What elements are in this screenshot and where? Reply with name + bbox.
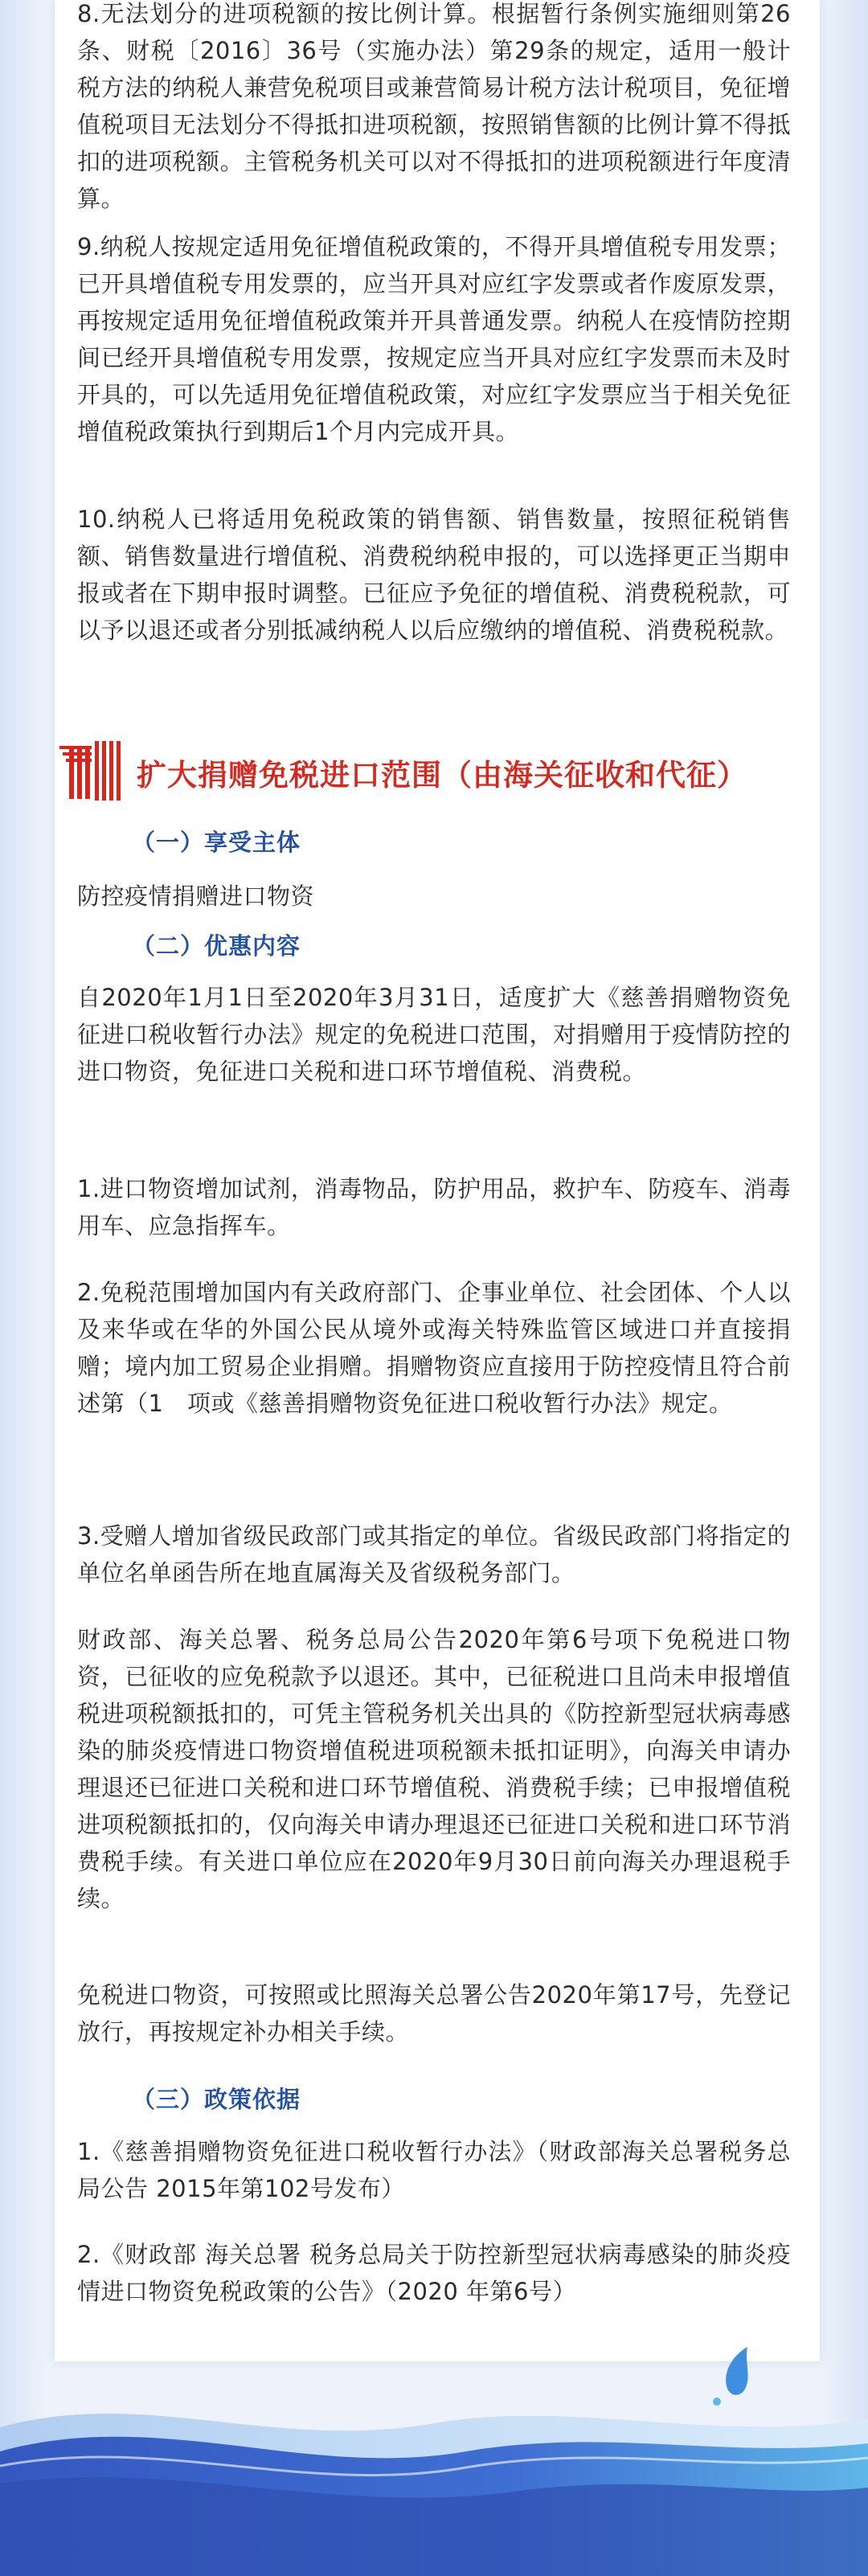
basis-item-1: 1.《慈善捐赠物资免征进口税收暂行办法》（财政部海关总署税务总局公告 2015年第102号发布） <box>77 2138 791 2202</box>
subheading-basis: （三）政策依据 <box>132 2086 301 2113</box>
section-title: 扩大捐赠免税进口范围（由海关征收和代征） <box>137 758 747 792</box>
basis-item-2: 2.《财政部 海关总署 税务总局关于防控新型冠状病毒感染的肺炎疫情进口物资免税政策的公告》（2020 年第6号） <box>77 2241 791 2305</box>
wave-droplet-icon <box>713 2347 748 2406</box>
paragraph-9: 9.纳税人按规定适用免征增值税政策的，不得开具增值税专用发票；已开具增值税专用发票的，应当开具对应红字发票或者作废原发票，再按规定适用免征增值税政策并开具普通发票。纳税人在疫情防控期间已经开具增值税专用发票，按规定应当开具对应红字发票而未及时开具的，可以先适用免征增值税政策，对应红字发票应当于相关免征增值税政策执行到期后1个月内完成开具。 <box>77 233 791 445</box>
benefit-item-3: 3.受赠人增加省级民政部门或其指定的单位。省级民政部门将指定的单位名单函告所在地直属海关及省级税务部门。 <box>77 1522 791 1587</box>
refund-paragraph: 财政部、海关总署、税务总局公告2020年第6号项下免税进口物资，已征收的应免税款予以退还。其中，已征税进口且尚未申报增值税进项税额抵扣的，可凭主管税务机关出具的《防控新型冠状病毒感染的肺炎疫情进口物资增值税进项税额未抵扣证明》，向海关申请办理退还已征进口关税和进口环节增值税、消费税手续；已申报增值税进项税额抵扣的，仅向海关申请办理退还已征进口关税和进口环节消费税手续。有关进口单位应在2020年9月30日前向海关办理退税手续。 <box>77 1626 791 1912</box>
stripe-bracket-icon <box>58 733 130 805</box>
paragraph-10: 10.纳税人已将适用免税政策的销售额、销售数量，按照征税销售额、销售数量进行增值税、消费税纳税申报的，可以选择更正当期申报或者在下期申报时调整。已征应予免征的增值税、消费税税款，可以予以退还或者分别抵减纳税人以后应缴纳的增值税、消费税税款。 <box>77 506 791 644</box>
release-paragraph: 免税进口物资，可按照或比照海关总署公告2020年第17号，先登记放行，再按规定补办相关手续。 <box>77 1981 791 2046</box>
benefit-item-1: 1.进口物资增加试剂，消毒物品，防护用品，救护车、防疫车、消毒用车、应急指挥车。 <box>77 1175 791 1239</box>
section-heading <box>58 733 797 805</box>
benefit-item-2: 2.免税范围增加国内有关政府部门、企事业单位、社会团体、个人以及来华或在华的外国公民从境外或海关特殊监管区域进口并直接捐赠；境内加工贸易企业捐赠。捐赠物资应直接用于防控疫情且符合前述第（1 项或《慈善捐赠物资免征进口税收暂行办法》规定。 <box>77 1279 791 1417</box>
footer-wave <box>0 2331 868 2576</box>
paragraph-8: 8.无法划分的进项税额的按比例计算。根据暂行条例实施细则第26条、财税〔2016〕36号（实施办法）第29条的规定，适用一般计税方法的纳税人兼营免税项目或兼营简易计税方法计税项目，免征增值税项目无法划分不得抵扣进项税额，按照销售额的比例计算不得抵扣的进项税额。主管税务机关可以对不得抵扣的进项税额进行年度清算。 <box>77 0 791 212</box>
subheading-benefits: （二）优惠内容 <box>132 932 301 960</box>
subject-text: 防控疫情捐赠进口物资 <box>77 883 315 910</box>
subheading-subject: （一）享受主体 <box>132 829 301 856</box>
benefits-intro: 自2020年1月1日至2020年3月31日，适度扩大《慈善捐赠物资免征进口税收暂行办法》规定的免税进口范围，对捐赠用于疫情防控的进口物资，免征进口关税和进口环节增值税、消费税。 <box>77 984 791 1085</box>
